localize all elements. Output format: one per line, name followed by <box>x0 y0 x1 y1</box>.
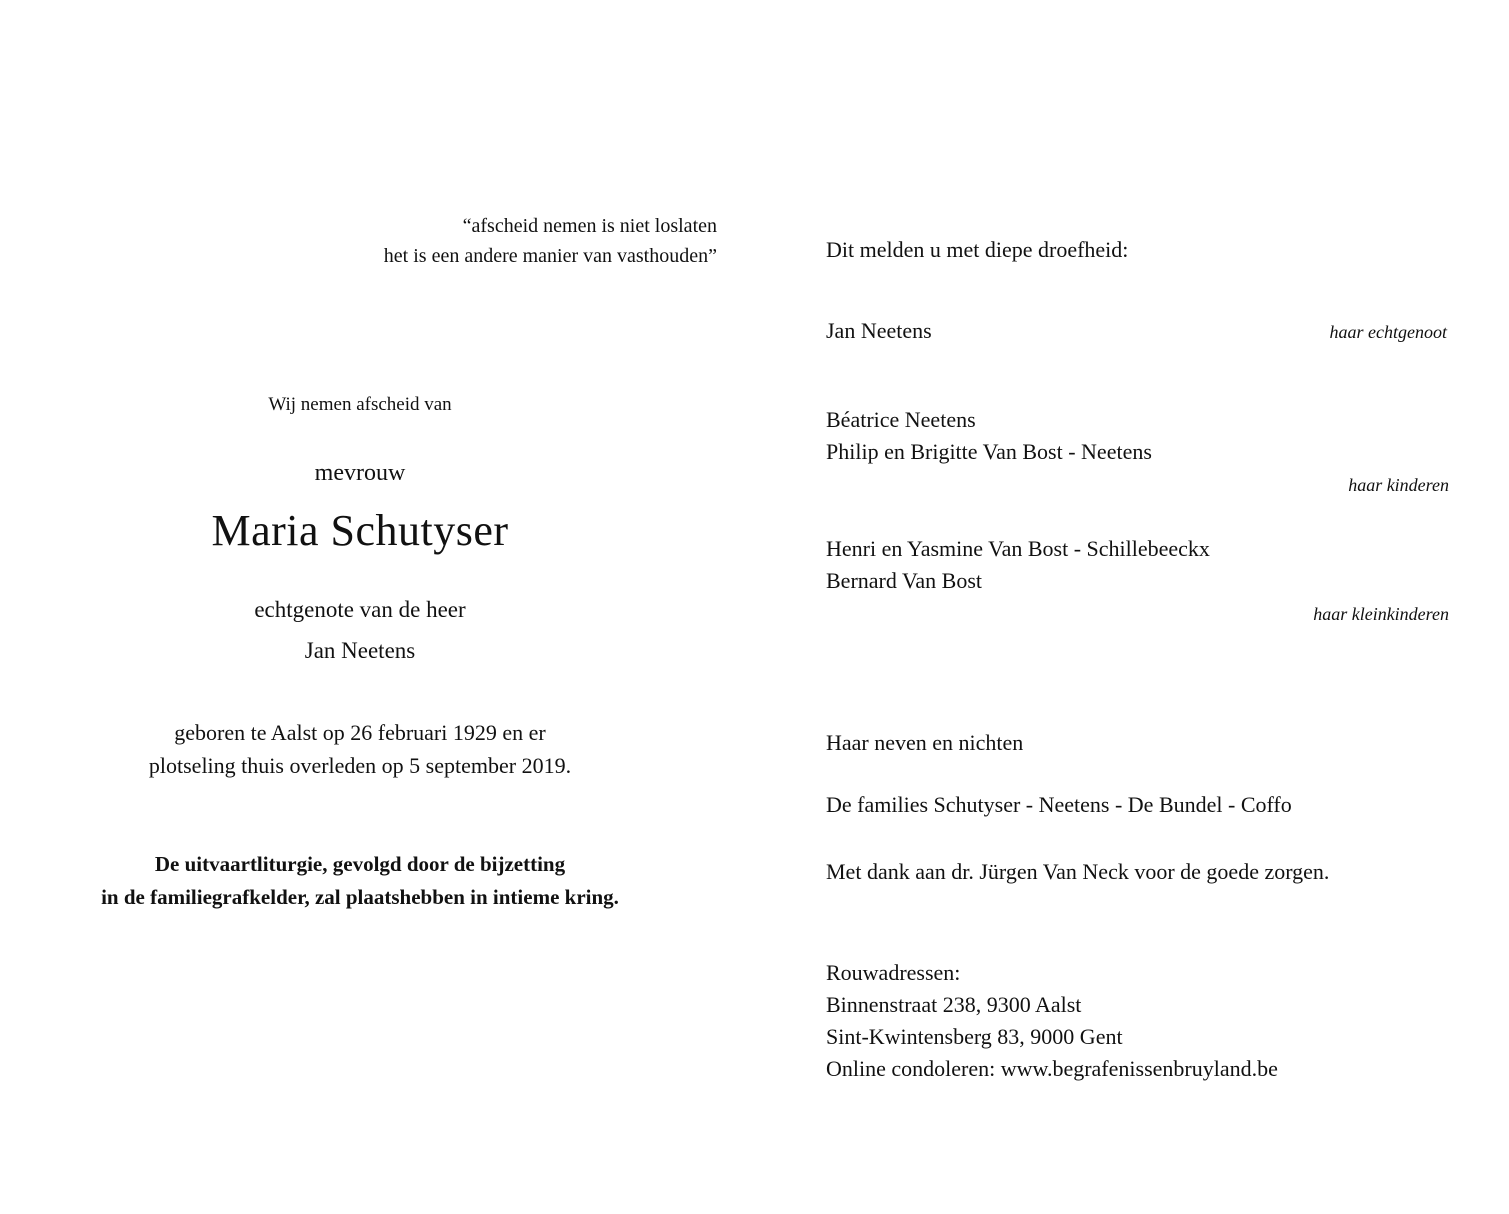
dates-line-1: geboren te Aalst op 26 februari 1929 en er <box>174 720 546 745</box>
spouse-name: Jan Neetens <box>304 638 416 663</box>
dates-line-2: plotseling thuis overleden op 5 september 2019. <box>148 753 572 778</box>
grandchildren-list <box>826 533 1210 597</box>
deceased-name: Maria Schutyser <box>211 506 509 555</box>
address-line: Binnenstraat 238, 9300 Aalst <box>826 992 1082 1017</box>
spouse-entry: Jan Neetens <box>826 318 932 343</box>
addresses-heading: Rouwadressen: <box>826 960 961 985</box>
birth-death-dates <box>60 716 660 782</box>
child-entry: Béatrice Neetens <box>826 407 976 432</box>
liturgy-line-1: De uitvaartliturgie, gevolgd door de bijzetting <box>154 852 566 876</box>
address-line: Sint-Kwintensberg 83, 9000 Gent <box>826 1024 1123 1049</box>
quote <box>300 211 717 271</box>
relation-text: echtgenote van de heer <box>254 597 466 622</box>
announcement: Dit melden u met diepe droefheid: <box>826 237 1129 262</box>
intro-text: Wij nemen afscheid van <box>268 394 452 415</box>
liturgy-notice <box>60 848 660 914</box>
children-list <box>826 404 1152 468</box>
grandchild-entry: Bernard Van Bost <box>826 568 983 593</box>
thanks-line: Met dank aan dr. Jürgen Van Neck voor de goede zorgen. <box>826 859 1330 884</box>
spouse-role: haar echtgenoot <box>1329 322 1447 342</box>
child-entry: Philip en Brigitte Van Bost - Neetens <box>826 439 1152 464</box>
relatives-line: Haar neven en nichten <box>826 730 1024 755</box>
grandchildren-role: haar kleinkinderen <box>1313 604 1449 624</box>
grandchild-entry: Henri en Yasmine Van Bost - Schillebeeckx <box>826 536 1210 561</box>
children-role: haar kinderen <box>1348 475 1449 495</box>
mourning-addresses <box>826 957 1278 1085</box>
honorific: mevrouw <box>314 460 406 486</box>
liturgy-line-2: in de familiegrafkelder, zal plaatshebben in intieme kring. <box>101 885 619 909</box>
quote-line-2: het is een andere manier van vasthouden” <box>383 245 717 267</box>
quote-line-1: “afscheid nemen is niet loslaten <box>462 215 717 237</box>
families-line: De families Schutyser - Neetens - De Bundel - Coffo <box>826 792 1292 817</box>
online-condolence-line: Online condoleren: www.begrafenissenbruyland.be <box>826 1056 1278 1081</box>
